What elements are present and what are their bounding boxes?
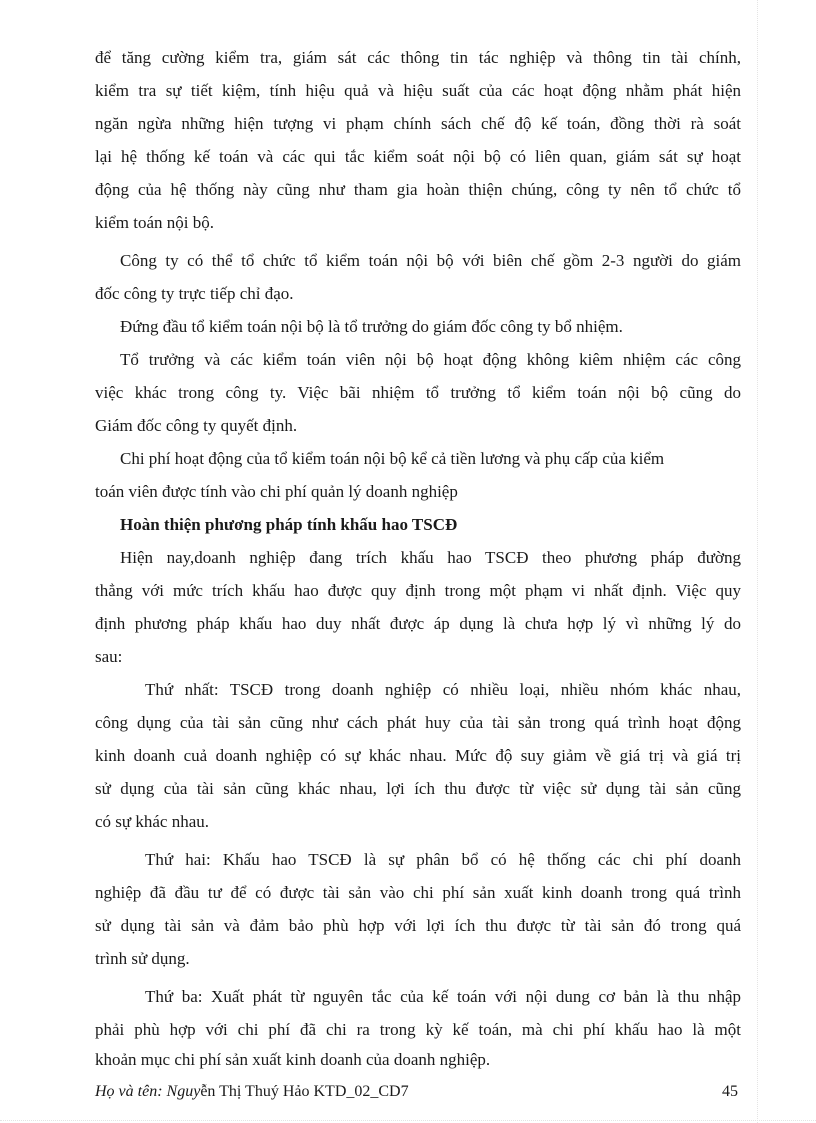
text-line: nghiệp đã đầu tư để có được tài sản vào chi phí sản xuất kinh doanh trong quá trình	[95, 883, 741, 902]
page-border-right	[757, 0, 758, 1123]
text-line: toán viên được tính vào chi phí quản lý doanh nghiệp	[95, 482, 458, 501]
text-line: để tăng cường kiểm tra, giám sát các thông tin tác nghiệp và thông tin tài chính,	[95, 48, 741, 67]
footer-label: Họ và tên: Nguy	[95, 1083, 201, 1100]
text-line: Đứng đầu tổ kiểm toán nội bộ là tổ trưởng do giám đốc công ty bổ nhiệm.	[120, 317, 623, 336]
page-number: 45	[722, 1083, 738, 1100]
text-line: công dụng của tài sản cũng như cách phát huy của tài sản trong quá trình hoạt động	[95, 713, 741, 732]
text-line: lại hệ thống kế toán và các qui tắc kiểm soát nội bộ có liên quan, giám sát sự hoạt	[95, 147, 741, 166]
text-line: Thứ ba: Xuất phát từ nguyên tắc của kế toán với nội dung cơ bản là thu nhập	[145, 987, 741, 1006]
text-line: có sự khác nhau.	[95, 812, 210, 831]
text-line: Công ty có thể tổ chức tổ kiểm toán nội bộ với biên chế gồm 2-3 người do giám	[120, 251, 741, 270]
text-line: đốc công ty trực tiếp chỉ đạo.	[95, 284, 294, 303]
text-line: ngăn ngừa những hiện tượng vi phạm chính sách chế độ kế toán, đồng thời rà soát	[95, 114, 741, 133]
text-line: thẳng với mức trích khấu hao được quy định trong một phạm vi nhất định. Việc quy	[95, 581, 741, 600]
text-line: kiểm toán nội bộ.	[95, 213, 214, 232]
text-line: Giám đốc công ty quyết định.	[95, 416, 298, 435]
text-line: sử dụng tài sản và đảm bảo phù hợp với lợi ích thu được từ tài sản đó trong quá	[95, 916, 741, 935]
text-line: định phương pháp khấu hao duy nhất được áp dụng là chưa hợp lý vì những lý do	[95, 614, 741, 633]
text-line: việc khác trong công ty. Việc bãi nhiệm tổ trưởng tổ kiểm toán nội bộ cũng do	[95, 383, 741, 402]
text-line: kinh doanh cuả doanh nghiệp có sự khác nhau. Mức độ suy giảm về giá trị và giá trị	[95, 746, 741, 765]
text-line: Hiện nay,doanh nghiệp đang trích khấu hao TSCĐ theo phương pháp đường	[120, 548, 741, 567]
text-line: kiểm tra sự tiết kiệm, tính hiệu quả và hiệu suất của các hoạt động nhằm phát hiện	[95, 81, 741, 100]
text-line: Chi phí hoạt động của tổ kiểm toán nội bộ kể cả tiền lương và phụ cấp của kiểm	[120, 449, 665, 468]
text-line: Thứ hai: Khấu hao TSCĐ là sự phân bổ có hệ thống các chi phí doanh	[145, 850, 741, 869]
page-border-bottom	[0, 1120, 816, 1121]
section-heading: Hoàn thiện phương pháp tính khấu hao TSCĐ	[120, 515, 458, 534]
text-line: sử dụng của tài sản cũng khác nhau, lợi ích thu được từ việc sử dụng tài sản cũng	[95, 779, 741, 798]
text-line: sau:	[95, 647, 123, 666]
text-line: khoản mục chi phí sản xuất kinh doanh của doanh nghiệp.	[95, 1050, 491, 1069]
text-line: trình sử dụng.	[95, 949, 190, 968]
text-line: động của hệ thống này cũng như tham gia hoàn thiện chúng, công ty nên tổ chức tổ	[95, 180, 741, 199]
footer-name-text: ễn Thị Thuý Hảo KTD_02_CD7	[200, 1083, 409, 1100]
text-line: phải phù hợp với chi phí đã chi ra trong kỳ kế toán, mà chi phí khấu hao là một	[95, 1020, 741, 1039]
text-line: Thứ nhất: TSCĐ trong doanh nghiệp có nhiều loại, nhiều nhóm khác nhau,	[145, 680, 741, 699]
text-line: Tổ trưởng và các kiểm toán viên nội bộ hoạt động không kiêm nhiệm các công	[120, 350, 741, 369]
footer-author	[95, 1082, 409, 1102]
